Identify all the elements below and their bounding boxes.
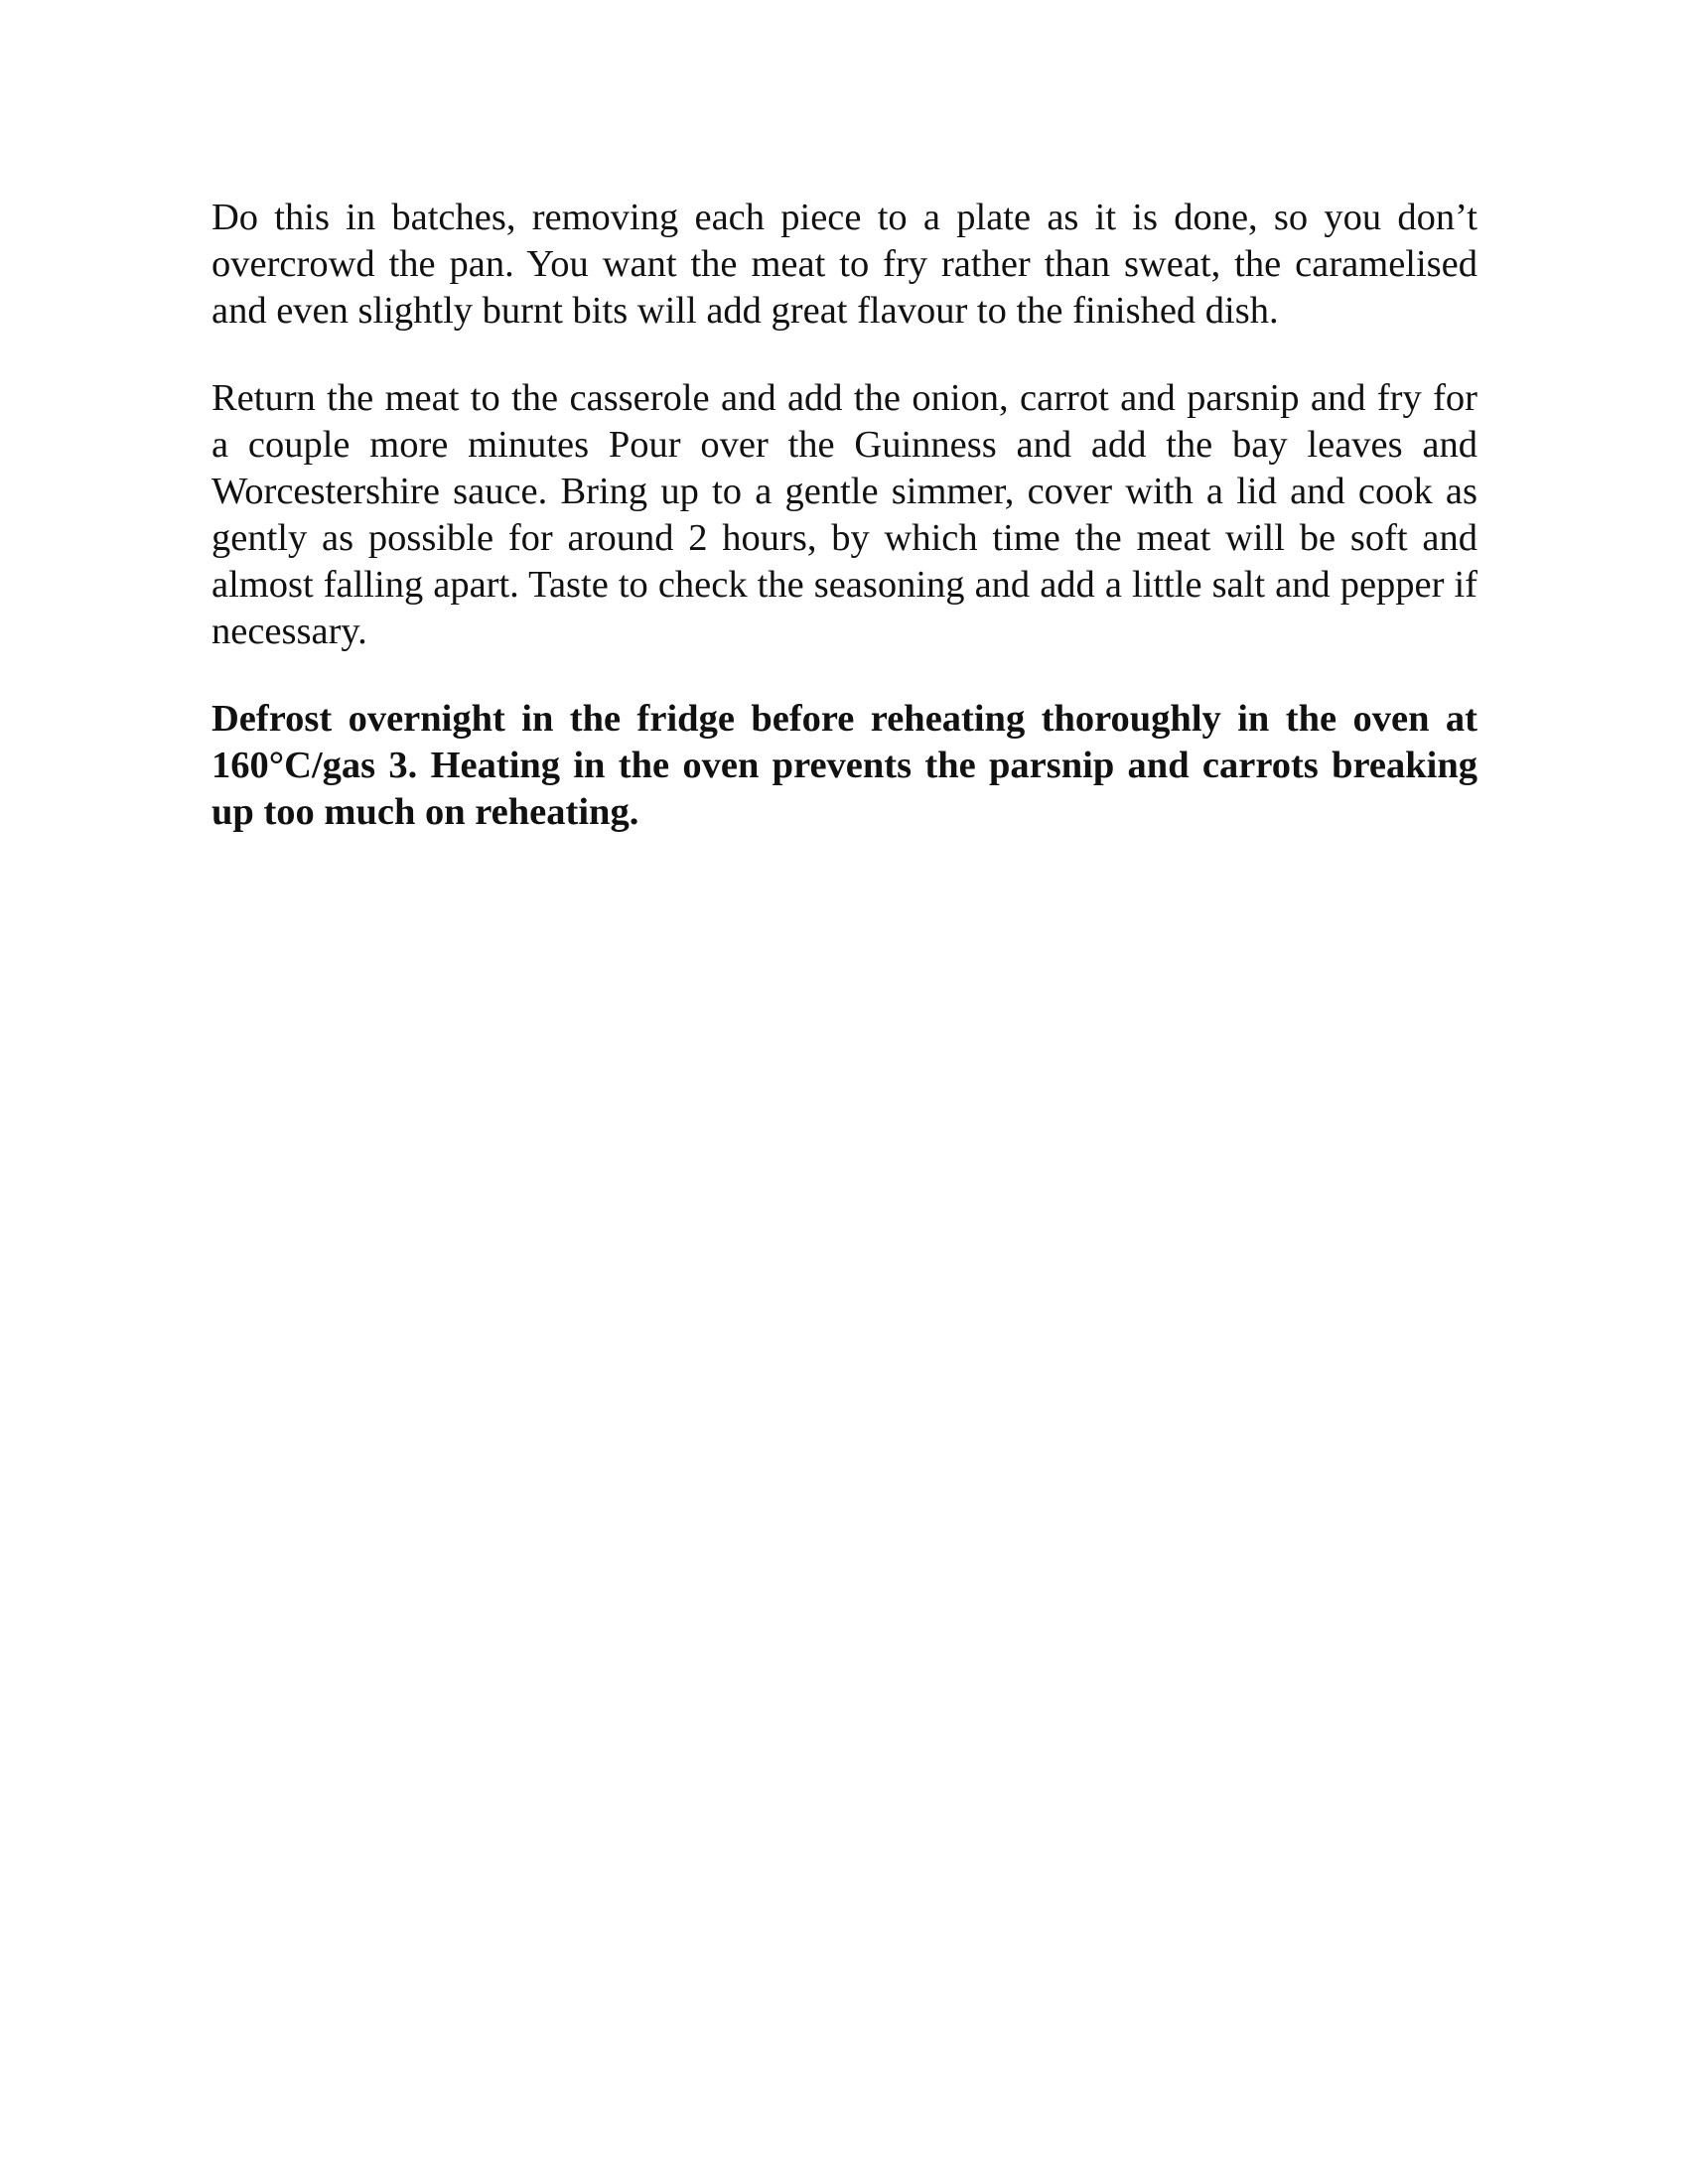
paragraph-frying-in-batches: Do this in batches, removing each piece to a plate as it is done, so you don’t overcrowd the pan. You want the meat to fry rather than sweat, the caramelised and even slightly burnt bits will add great flavour to the finished dish. — [211, 197, 1477, 332]
paragraph-simmer-instructions: Return the meat to the casserole and add the onion, carrot and parsnip and fry for a couple more minutes Pour over the Guinness and add the bay leaves and Worcestershire sauce. Bring up to a gentle simmer, cover with a lid and cook as gently as possible for around 2 hours, by which time the meat will be soft and almost falling apart. Taste to check the seasoning and add a little salt and pepper if necessary. — [211, 377, 1477, 652]
paragraph-reheating-note: Defrost overnight in the fridge before reheating thoroughly in the oven at 160°C/gas 3. Heating in the oven prevents the parsnip and carrots breaking up too much on reheating. — [211, 698, 1477, 833]
document-body — [211, 195, 1477, 877]
